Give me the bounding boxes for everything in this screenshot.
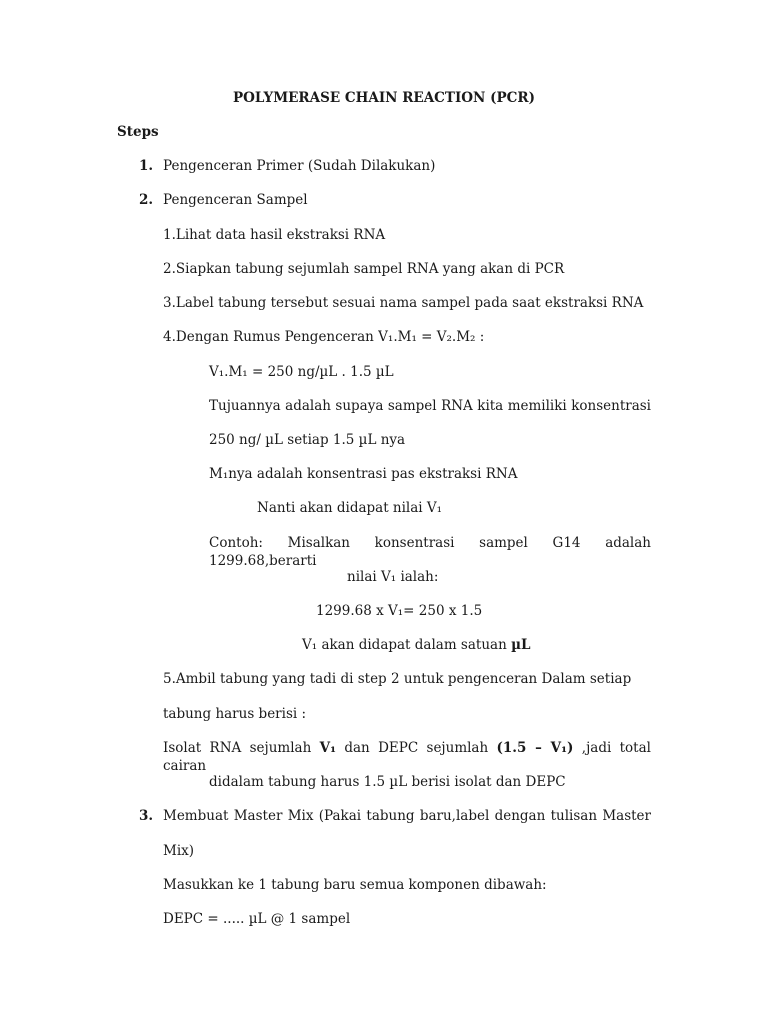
example-line-2: nilai V₁ ialah: [347, 569, 439, 585]
isolate-line-1 [163, 739, 651, 775]
item-2-sub-3: 3.Label tabung tersebut sesuai nama sampel pada saat ekstraksi RNA [163, 295, 644, 311]
item-2-sub-1: 1.Lihat data hasil ekstraksi RNA [163, 227, 386, 243]
v1-note: Nanti akan didapat nilai V₁ [257, 500, 443, 516]
isolate-line-2: didalam tabung harus 1.5 µL berisi isolat dan DEPC [209, 774, 566, 790]
item-2-sub-5-line-2: tabung harus berisi : [163, 706, 307, 722]
purpose-line-2: 250 ng/ µL setiap 1.5 µL nya [209, 432, 406, 448]
m1-note: M₁nya adalah konsentrasi pas ekstraksi RNA [209, 466, 518, 482]
example-unit-line [302, 636, 530, 654]
isolate-text-3: ,jadi total cairan [163, 740, 651, 774]
item-3-text-line-1: Membuat Master Mix (Pakai tabung baru,label dengan tulisan Master [163, 808, 651, 824]
item-3-depc: DEPC = ..... µL @ 1 sampel [163, 911, 351, 927]
isolate-expression: (1.5 – V₁) [496, 740, 574, 756]
item-3-text-line-2: Mix) [163, 843, 195, 859]
isolate-text-2: dan DEPC sejumlah [336, 740, 497, 756]
page-title: POLYMERASE CHAIN REACTION (PCR) [233, 90, 535, 106]
item-2-text: Pengenceran Sampel [163, 192, 308, 208]
purpose-line-1: Tujuannya adalah supaya sampel RNA kita memiliki konsentrasi [209, 398, 651, 414]
isolate-text-1: Isolat RNA sejumlah [163, 740, 320, 756]
example-line-1: Contoh: Misalkan konsentrasi sampel G14 adalah 1299.68,berarti [209, 535, 651, 569]
isolate-v1: V₁ [319, 740, 336, 756]
dilution-formula: V₁.M₁ = 250 ng/µL . 1.5 µL [209, 364, 394, 380]
item-2-sub-5-line-1: 5.Ambil tabung yang tadi di step 2 untuk pengenceran Dalam setiap [163, 671, 632, 687]
item-3-instruction: Masukkan ke 1 tabung baru semua komponen dibawah: [163, 877, 547, 893]
item-2-sub-2: 2.Siapkan tabung sejumlah sampel RNA yang akan di PCR [163, 261, 565, 277]
item-1-text: Pengenceran Primer (Sudah Dilakukan) [163, 158, 436, 174]
example-unit-text: V₁ akan didapat dalam satuan [302, 637, 512, 653]
example-unit-bold: µL [511, 637, 531, 653]
example-equation: 1299.68 x V₁= 250 x 1.5 [316, 603, 483, 619]
steps-heading: Steps [117, 124, 159, 140]
list-number-1: 1. [139, 158, 154, 174]
item-2-sub-4: 4.Dengan Rumus Pengenceran V₁.M₁ = V₂.M₂ : [163, 329, 485, 345]
list-number-2: 2. [139, 192, 154, 208]
list-number-3: 3. [139, 808, 154, 824]
